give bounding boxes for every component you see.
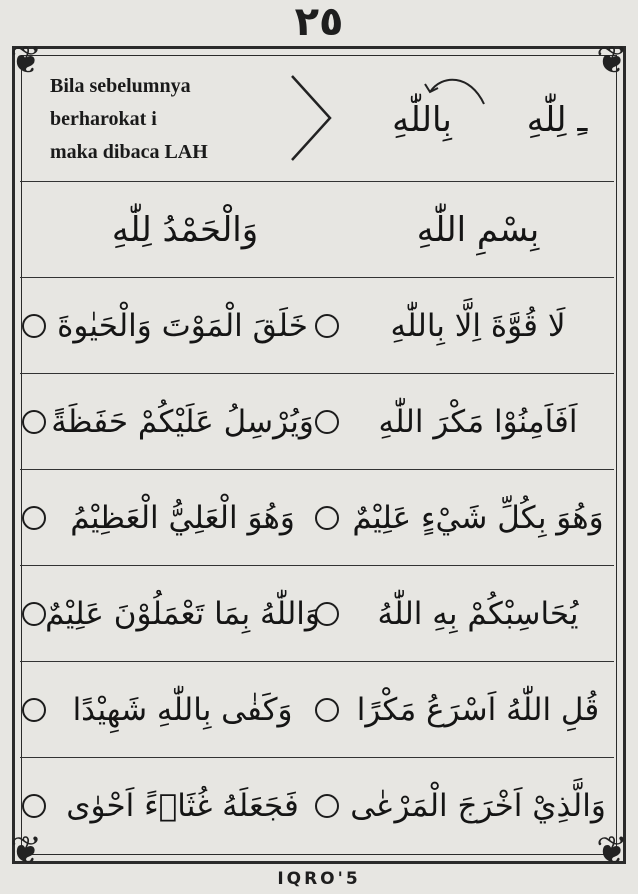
verse-marker-circle <box>315 794 339 818</box>
exercise-row <box>20 278 614 374</box>
exercise-row <box>20 662 614 758</box>
phrase-right: اَفَاَمِنُوْا مَكْرَ اللّٰهِ <box>378 403 578 440</box>
instruction-row <box>20 58 614 182</box>
chevron-right-icon <box>288 74 334 162</box>
verse-marker-circle <box>22 314 46 338</box>
phrase-left: وَيُرْسِلُ عَلَيْكُمْ حَفَظَةً <box>51 403 314 440</box>
verse-marker-circle <box>315 698 339 722</box>
phrase-row <box>20 182 614 278</box>
phrase-left: وَهُوَ الْعَلِيُّ الْعَظِيْمُ <box>70 499 295 536</box>
corner-ornament-icon: ❦ <box>10 38 42 82</box>
example-word: بِاللّٰهِ <box>392 99 452 140</box>
verse-marker-circle <box>315 314 339 338</box>
instruction-line: berharokat i <box>50 108 157 130</box>
instruction-line: Bila sebelumnya <box>50 75 191 97</box>
verse-marker-circle <box>315 506 339 530</box>
phrase-left: خَلَقَ الْمَوْتَ وَالْحَيٰوةَ <box>57 307 308 344</box>
verse-marker-circle <box>22 602 46 626</box>
corner-ornament-icon: ❦ <box>596 828 628 872</box>
instruction-line: maka dibaca LAH <box>50 141 208 163</box>
exercise-row <box>20 470 614 566</box>
phrase-right: لَا قُوَّةَ اِلَّا بِاللّٰهِ <box>390 307 566 344</box>
exercise-row <box>20 758 614 854</box>
phrase-right: وَالَّذِيْ اَخْرَجَ الْمَرْعٰى <box>350 788 606 824</box>
book-footer: IQRO'5 <box>277 869 361 889</box>
phrase-right: وَهُوَ بِكُلِّ شَيْءٍ عَلِيْمٌ <box>352 499 604 536</box>
phrase-right: يُحَاسِبْكُمْ بِهِ اللّٰهُ <box>377 595 579 632</box>
instruction-note <box>50 70 300 169</box>
verse-marker-circle <box>315 410 339 434</box>
example-suffix: ـِ لِلّٰهِ <box>526 99 588 140</box>
page-number: ٢٥ <box>294 0 344 45</box>
corner-ornament-icon: ❦ <box>10 828 42 872</box>
phrase-left: وَالْحَمْدُ لِلّٰهِ <box>111 209 259 250</box>
phrase-left: فَجَعَلَهُ غُثَاۤءً اَحْوٰى <box>66 788 299 824</box>
verse-marker-circle <box>22 794 46 818</box>
exercise-row <box>20 566 614 662</box>
curved-arrow-icon <box>422 70 492 110</box>
phrase-left: وَاللّٰهُ بِمَا تَعْمَلُوْنَ عَلِيْمٌ <box>45 595 320 632</box>
phrase-right: قُلِ اللّٰهُ اَسْرَعُ مَكْرًا <box>356 691 600 728</box>
verse-marker-circle <box>22 410 46 434</box>
verse-marker-circle <box>22 698 46 722</box>
phrase-right: بِسْمِ اللّٰهِ <box>416 209 540 250</box>
verse-marker-circle <box>22 506 46 530</box>
phrase-left: وَكَفٰى بِاللّٰهِ شَهِيْدًا <box>72 691 293 728</box>
lesson-table <box>20 58 614 858</box>
exercise-row <box>20 374 614 470</box>
corner-ornament-icon: ❦ <box>596 38 628 82</box>
